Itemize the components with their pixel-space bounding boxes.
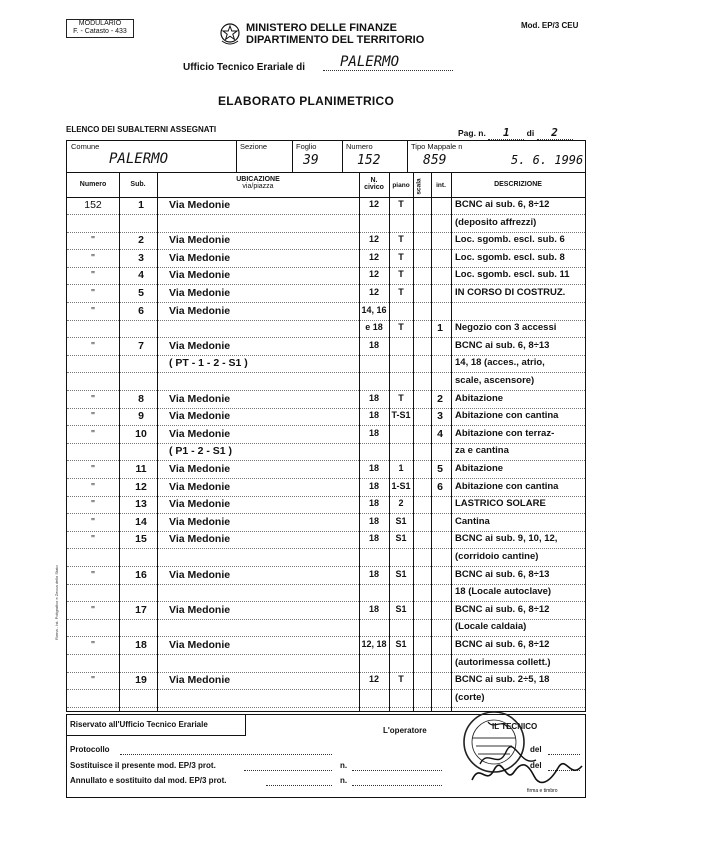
meta-divider <box>292 141 293 172</box>
row-sub: 10 <box>135 427 147 440</box>
row-descrizione: Abitazione con terraz- <box>455 427 555 439</box>
annullato-n-label: n. <box>340 776 348 785</box>
row-numero: " <box>91 515 95 528</box>
table-row <box>67 691 585 708</box>
date-value: 5. 6. 1996 <box>511 153 584 167</box>
row-piano: S1 <box>395 639 407 649</box>
sezione-label: Sezione <box>240 142 268 151</box>
meta-divider <box>236 141 237 172</box>
ministry-line-2: DIPARTIMENTO DEL TERRITORIO <box>246 34 425 46</box>
row-ubicazione: ( P1 - 2 - S1 ) <box>169 445 233 458</box>
col-header-descrizione: DESCRIZIONE <box>494 181 542 188</box>
annullato-label: Annullato e sostituito dal mod. EP/3 prot. <box>70 776 227 785</box>
row-numero: " <box>91 498 95 511</box>
modulario-box <box>66 19 134 38</box>
row-int: 2 <box>437 392 443 405</box>
comune-label: Comune <box>71 142 100 151</box>
row-piano: T <box>398 674 404 685</box>
sostituisce-n-label: n. <box>340 761 348 770</box>
row-civico: 18 <box>368 498 379 509</box>
row-civico: 12 <box>368 199 379 209</box>
row-descrizione: Abitazione <box>455 463 504 474</box>
row-sub: 19 <box>135 674 147 687</box>
row-descrizione: Loc. sgomb. escl. sub. 6 <box>455 234 565 246</box>
row-civico: 18 <box>368 410 379 421</box>
pag-label: Pag. n. <box>458 128 486 138</box>
meta-divider <box>407 141 408 172</box>
row-civico: 12 <box>368 234 379 245</box>
model-code: Mod. EP/3 CEU <box>521 21 579 30</box>
row-sub: 13 <box>135 498 147 511</box>
row-int: 3 <box>437 410 443 423</box>
row-descrizione: Cantina <box>455 515 490 527</box>
col-header-civico <box>359 177 389 191</box>
row-numero: " <box>91 568 95 581</box>
annullato-line <box>266 785 332 786</box>
row-civico: 12 <box>368 269 379 280</box>
ministry-heading <box>246 22 424 46</box>
civico-line-2: civico <box>364 184 384 191</box>
page-number <box>458 126 573 140</box>
row-descrizione: BCNC ai sub. 9, 10, 12, <box>455 533 558 545</box>
row-numero: " <box>91 603 95 616</box>
row-sub: 11 <box>135 463 147 475</box>
list-heading: ELENCO DEI SUBALTERNI ASSEGNATI <box>66 125 217 134</box>
row-civico: 18 <box>368 603 379 614</box>
row-ubicazione: ( PT - 1 - 2 - S1 ) <box>169 357 248 370</box>
ubicazione-subtitle: via/piazza <box>242 183 274 190</box>
row-civico: 12, 18 <box>361 639 387 649</box>
row-ubicazione: Via Medonie <box>169 515 231 528</box>
row-sub: 15 <box>135 533 147 546</box>
row-piano: 2 <box>398 498 404 509</box>
row-piano: S1 <box>395 603 407 614</box>
foglio-value: 39 <box>303 153 319 168</box>
foglio-label: Foglio <box>296 142 317 151</box>
office-line <box>323 70 453 71</box>
col-header-piano: piano <box>392 182 410 189</box>
table-row <box>67 216 585 233</box>
row-sub: 7 <box>138 339 144 352</box>
row-numero: " <box>91 234 95 247</box>
row-ubicazione: Via Medonie <box>169 199 231 211</box>
table-row <box>67 673 585 690</box>
row-ubicazione: Via Medonie <box>169 410 231 423</box>
row-civico: 18 <box>368 480 379 491</box>
civico-line-1: N. <box>370 177 378 184</box>
row-ubicazione: Via Medonie <box>169 639 231 651</box>
scala-label: scala <box>415 178 423 195</box>
row-descrizione: 18 (Locale autoclave) <box>455 586 552 598</box>
signature-icon <box>470 760 584 788</box>
table-row <box>67 356 585 373</box>
row-descrizione: (deposito affrezzi) <box>455 216 537 228</box>
table-row <box>67 427 585 444</box>
table-row <box>67 568 585 585</box>
table-row <box>67 585 585 602</box>
row-civico: 12 <box>368 287 379 297</box>
row-sub: 8 <box>138 392 144 405</box>
row-descrizione: Abitazione con cantina <box>455 410 559 422</box>
row-numero: " <box>91 304 95 317</box>
row-piano: S1 <box>395 515 407 526</box>
tecnico-label: IL TECNICO <box>492 722 538 731</box>
table-row <box>67 480 585 497</box>
protocollo-label: Protocollo <box>70 745 110 754</box>
row-descrizione: (autorimessa collett.) <box>455 656 551 668</box>
row-numero: " <box>91 269 95 282</box>
table-row <box>67 198 585 215</box>
row-descrizione: 14, 18 (acces., atrio, <box>455 357 545 369</box>
row-sub: 14 <box>135 515 147 528</box>
row-sub: 16 <box>135 568 147 581</box>
meta-separator <box>67 172 585 173</box>
row-descrizione: LASTRICO SOLARE <box>455 498 546 510</box>
row-descrizione: (corte) <box>455 691 485 703</box>
row-sub: 2 <box>138 234 144 247</box>
row-piano: S1 <box>395 533 407 544</box>
table-row <box>67 321 585 338</box>
row-numero: 152 <box>84 199 102 211</box>
row-ubicazione: Via Medonie <box>169 427 231 440</box>
row-descrizione: Abitazione con cantina <box>455 480 559 492</box>
numero-label: Numero <box>346 142 373 151</box>
row-civico: 18 <box>368 427 379 438</box>
table-row <box>67 497 585 514</box>
row-descrizione: BCNC ai sub. 6, 8÷13 <box>455 339 550 351</box>
subalterni-table <box>66 140 586 712</box>
row-sub: 5 <box>138 287 144 299</box>
table-row <box>67 550 585 567</box>
di-value: 2 <box>537 126 573 140</box>
row-descrizione: BCNC ai sub. 6, 8÷12 <box>455 603 550 615</box>
row-sub: 3 <box>138 251 144 264</box>
table-row <box>67 392 585 409</box>
row-piano: T <box>398 269 404 280</box>
table-row <box>67 656 585 673</box>
row-civico: 18 <box>368 515 379 526</box>
row-sub: 9 <box>138 410 144 423</box>
protocollo-del-label: del <box>530 745 542 754</box>
table-row <box>67 268 585 285</box>
table-row <box>67 462 585 479</box>
row-ubicazione: Via Medonie <box>169 234 231 247</box>
sostituisce-n-line <box>352 770 442 771</box>
row-sub: 17 <box>135 603 147 616</box>
row-int: 1 <box>437 322 443 335</box>
italian-emblem-icon <box>219 21 241 45</box>
row-ubicazione: Via Medonie <box>169 251 231 264</box>
row-descrizione: Negozio con 3 accessi <box>455 322 557 334</box>
row-sub: 18 <box>135 639 147 651</box>
comune-value: PALERMO <box>109 151 169 167</box>
row-numero: " <box>91 463 95 475</box>
row-piano: T <box>398 287 404 297</box>
row-sub: 6 <box>138 304 144 317</box>
row-descrizione: BCNC ai sub. 6, 8÷12 <box>455 199 550 210</box>
sostituisce-del-label: del <box>530 761 542 770</box>
row-ubicazione: Via Medonie <box>169 603 231 616</box>
annullato-n-line <box>352 785 442 786</box>
row-piano: T <box>398 392 404 403</box>
row-numero: " <box>91 287 95 299</box>
row-sub: 12 <box>135 480 147 493</box>
row-civico: 18 <box>368 568 379 579</box>
row-descrizione: Loc. sgomb. escl. sub. 8 <box>455 251 565 263</box>
col-header-scala <box>413 175 431 195</box>
row-civico: 18 <box>368 463 379 473</box>
row-sub: 4 <box>138 269 144 282</box>
office-value: PALERMO <box>340 54 400 70</box>
row-ubicazione: Via Medonie <box>169 533 231 546</box>
table-row <box>67 339 585 356</box>
table-row <box>67 620 585 637</box>
row-piano: 1-S1 <box>391 480 411 491</box>
row-civico: e 18 <box>365 322 383 333</box>
row-piano: T <box>398 322 404 333</box>
page-title: ELABORATO PLANIMETRICO <box>218 94 395 108</box>
table-row <box>67 251 585 268</box>
row-int: 5 <box>437 463 443 475</box>
modulario-line-2: F. - Catasto - 433 <box>73 28 127 35</box>
row-descrizione: BCNC ai sub. 6, 8÷12 <box>455 639 550 650</box>
tipo-mappale-label: Tipo Mappale n <box>411 142 463 151</box>
operatore-label: L'operatore <box>383 726 427 735</box>
row-civico: 18 <box>368 533 379 544</box>
ministry-line-1: MINISTERO DELLE FINANZE <box>246 22 397 34</box>
row-piano: 1 <box>398 463 404 473</box>
row-numero: " <box>91 339 95 352</box>
row-descrizione: (Locale caldaia) <box>455 621 527 633</box>
row-piano: S1 <box>395 568 407 579</box>
row-ubicazione: Via Medonie <box>169 498 231 511</box>
table-row <box>67 638 585 655</box>
table-row <box>67 286 585 303</box>
tipo-mappale-value: 859 <box>423 153 447 168</box>
row-civico: 18 <box>368 339 379 350</box>
row-descrizione: za e cantina <box>455 445 509 457</box>
table-row <box>67 233 585 250</box>
ubicazione-title: UBICAZIONE <box>236 176 280 183</box>
table-row <box>67 304 585 321</box>
row-int: 6 <box>437 480 443 493</box>
protocollo-del-line <box>548 754 580 755</box>
row-numero: " <box>91 427 95 440</box>
table-row <box>67 409 585 426</box>
numero-value: 152 <box>357 153 381 168</box>
sostituisce-line <box>244 770 332 771</box>
table-row <box>67 374 585 391</box>
table-row <box>67 515 585 532</box>
row-descrizione: IN CORSO DI COSTRUZ. <box>455 287 566 298</box>
sostituisce-label: Sostituisce il presente mod. EP/3 prot. <box>70 761 216 770</box>
col-header-ubicazione <box>157 176 359 190</box>
row-numero: " <box>91 674 95 687</box>
row-civico: 14, 16 <box>361 304 387 315</box>
row-ubicazione: Via Medonie <box>169 287 231 299</box>
row-piano: T-S1 <box>391 410 411 421</box>
row-numero: " <box>91 533 95 546</box>
col-header-int: int. <box>436 182 446 189</box>
row-numero: " <box>91 410 95 423</box>
row-int: 4 <box>437 427 443 440</box>
row-ubicazione: Via Medonie <box>169 674 231 687</box>
di-label: di <box>526 128 535 138</box>
row-numero: " <box>91 251 95 264</box>
row-piano: T <box>398 251 404 262</box>
riservato-label: Riservato all'Ufficio Tecnico Erariale <box>66 714 246 736</box>
printer-note: Roma - Ist. Poligrafico e Zecca dello Stato <box>54 565 59 640</box>
row-numero: " <box>91 480 95 493</box>
col-header-sub: Sub. <box>130 181 146 188</box>
office-label: Ufficio Tecnico Erariale di <box>183 62 306 73</box>
pag-value: 1 <box>488 126 524 140</box>
row-numero: " <box>91 639 95 651</box>
modulario-line-1: MODULARIO <box>78 20 122 27</box>
row-civico: 12 <box>368 251 379 262</box>
row-civico: 12 <box>368 674 379 685</box>
row-descrizione: BCNC ai sub. 2÷5, 18 <box>455 674 550 686</box>
row-numero: " <box>91 392 95 405</box>
row-piano: T <box>398 199 404 209</box>
row-ubicazione: Via Medonie <box>169 463 231 475</box>
table-row <box>67 603 585 620</box>
row-ubicazione: Via Medonie <box>169 304 231 317</box>
row-descrizione: Abitazione <box>455 392 504 404</box>
row-ubicazione: Via Medonie <box>169 339 231 352</box>
firma-label: firma e timbro <box>527 788 558 794</box>
table-row <box>67 444 585 461</box>
row-descrizione: Loc. sgomb. escl. sub. 11 <box>455 269 570 281</box>
col-header-numero: Numero <box>79 181 107 188</box>
row-ubicazione: Via Medonie <box>169 269 231 282</box>
meta-divider <box>342 141 343 172</box>
row-descrizione: (corridoio cantine) <box>455 551 539 562</box>
row-ubicazione: Via Medonie <box>169 568 231 581</box>
row-civico: 18 <box>368 392 379 403</box>
table-row <box>67 532 585 549</box>
row-ubicazione: Via Medonie <box>169 480 231 493</box>
protocollo-line <box>120 754 332 755</box>
row-sub: 1 <box>138 199 144 211</box>
row-piano: T <box>398 234 404 245</box>
row-ubicazione: Via Medonie <box>169 392 231 405</box>
row-descrizione: BCNC ai sub. 6, 8÷13 <box>455 568 550 580</box>
row-descrizione: scale, ascensore) <box>455 375 535 386</box>
